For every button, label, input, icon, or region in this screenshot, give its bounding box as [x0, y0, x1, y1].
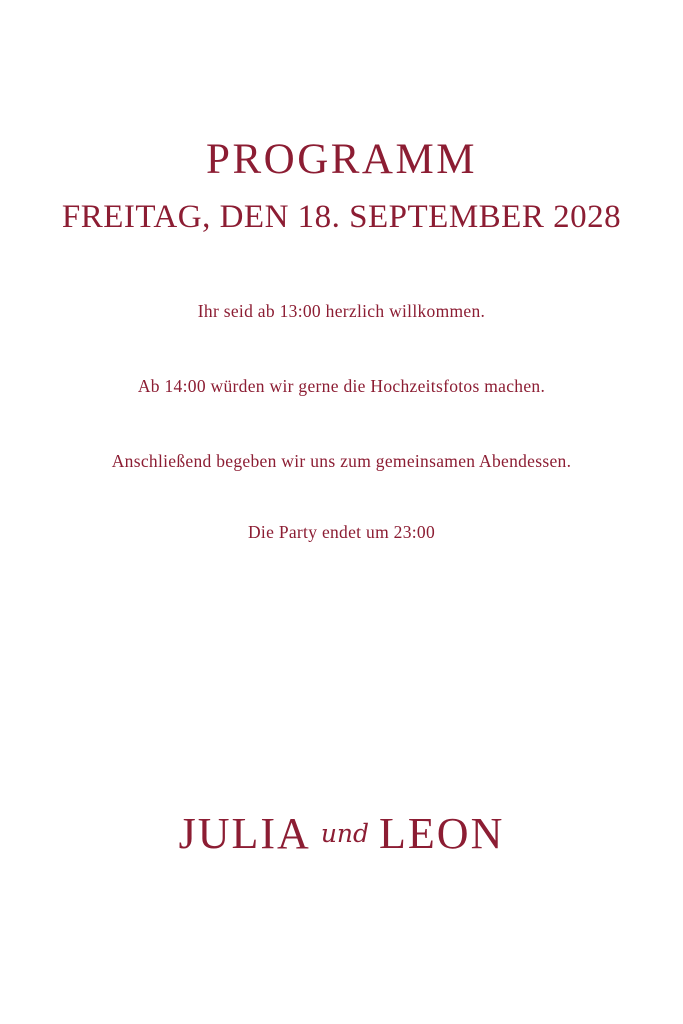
event-date: FREITAG, DEN 18. SEPTEMBER 2028	[61, 199, 622, 235]
page-title: PROGRAMM	[206, 136, 477, 183]
names-joiner: und	[320, 819, 370, 848]
groom-name: LEON	[379, 809, 505, 858]
schedule-spacer	[0, 325, 683, 373]
schedule-item-party-end: Die Party endet um 23:00	[247, 522, 436, 543]
schedule-spacer	[0, 400, 683, 448]
schedule-item-photos: Ab 14:00 würden wir gerne die Hochzeitsfotos machen.	[137, 376, 546, 397]
schedule-item-welcome: Ihr seid ab 13:00 herzlich willkommen.	[197, 301, 486, 321]
schedule-item-dinner: Anschließend begeben wir uns zum gemeinsamen Abendessen.	[111, 451, 572, 472]
couple-names	[0, 808, 683, 859]
card-header	[0, 138, 683, 234]
schedule-list	[0, 298, 683, 547]
bride-name: JULIA	[178, 809, 311, 858]
schedule-spacer	[0, 475, 683, 519]
